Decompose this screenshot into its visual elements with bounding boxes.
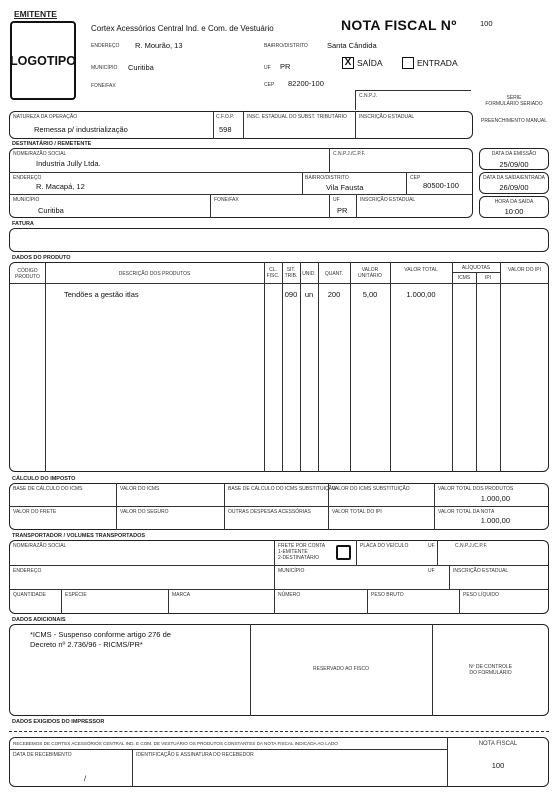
col-aliquotas: ALÍQUOTAS (461, 265, 491, 271)
row-unid: un (304, 290, 314, 299)
dest-endereco-label: ENDEREÇO (13, 175, 42, 181)
recebemos-text: RECEBEMOS DE CORTEX ACESSÓRIOS CENTRAL IND. E COM. DE VESTUÁRIO OS PRODUTOS CONSTANTES DA NOTA FISCAL INDICADA AO LADO (13, 741, 338, 746)
emitente-fone-label: FONE/FAX (91, 83, 116, 89)
insc-est-label: INSCRIÇÃO ESTADUAL (359, 114, 415, 120)
dest-fone-label: FONE/FAX (214, 197, 239, 203)
imp-label-0: BASE DE CÁLCULO DO ICMS (13, 486, 83, 492)
transp-especie-label: ESPÉCIE (65, 592, 87, 598)
data-saida-label: DATA DA SAÍDA/ENTRADA (482, 175, 546, 181)
header-serie-label: SÉRIE (506, 95, 522, 101)
transp-uf-label: UF (428, 543, 435, 549)
transp-peso-bruto-label: PESO BRUTO (371, 592, 404, 598)
emitente-endereco: R. Mourão, 13 (135, 41, 183, 50)
transportador-section: TRANSPORTADOR / VOLUMES TRANSPORTADOS (12, 533, 146, 539)
row-descricao: Tendões a gestão itlas (64, 290, 139, 299)
col-descricao: DESCRIÇÃO DOS PRODUTOS (118, 271, 191, 277)
row-st: 090 (284, 290, 298, 299)
emitente-company-name: Cortex Acessórios Central Ind. e Com. de Vestuário (91, 24, 274, 33)
data-emissao-label: DATA DA EMISSÃO (491, 151, 537, 157)
transp-numero-label: NÚMERO (278, 592, 301, 598)
row-unit: 5,00 (362, 290, 378, 299)
recibo-assinatura-label: IDENTIFICAÇÃO E ASSINATURA DO RECEBEDOR (136, 752, 254, 758)
emitente-section-label: EMITENTE (14, 9, 57, 19)
row-total: 1.000,00 (406, 290, 436, 299)
perforation-line (9, 731, 549, 732)
imp2-label-2: OUTRAS DESPESAS ACESSÓRIAS (228, 509, 311, 515)
emitente-uf-label: UF (264, 65, 271, 71)
dest-cep-value: 80500-100 (423, 181, 459, 190)
saida-checkbox[interactable]: X (342, 57, 354, 69)
entrada-checkbox[interactable] (402, 57, 414, 69)
transp-marca-label: MARCA (172, 592, 191, 598)
imp2-label-4: VALOR TOTAL DA NOTA (438, 509, 495, 515)
transp-placa-label: PLACA DO VEÍCULO (360, 543, 409, 549)
dest-bairro-label: BAIRRO/DISTRITO (305, 175, 349, 181)
dest-municipio-value: Curitiba (38, 206, 64, 215)
emitente-cep-label: CEP (264, 82, 275, 88)
adicionais-text-2: Decreto nº 2.736/96 - RICMS/PR* (30, 640, 143, 649)
col-valor-unit: VALOR UNITÁRIO (358, 267, 382, 279)
fatura-box (9, 228, 549, 252)
total-nota-value: 1.000,00 (480, 516, 510, 525)
col-valor-total: VALOR TOTAL (404, 267, 438, 273)
emitente-bairro: Santa Cândida (327, 41, 377, 50)
col-aliq-icms: ICMS (457, 275, 471, 281)
natureza-label: NATUREZA DA OPERAÇÃO (13, 114, 78, 120)
cfop-value: 598 (219, 125, 232, 134)
adicionais-text-1: *ICMS - Suspenso conforme artigo 276 de (30, 630, 171, 639)
imp-label-1: VALOR DO ICMS (120, 486, 160, 492)
logo-text: LOGOTIPO (10, 53, 76, 68)
frete-checkbox[interactable] (336, 545, 351, 560)
transp-frete-opt1: 1-EMITENTE (278, 549, 308, 555)
col-cl-fisc: CL. FISC. (266, 267, 280, 279)
dest-cnpj-label: C.N.P.J./C.P.F. (333, 151, 366, 157)
header-small-right: PREENCHIMENTO MANUAL (480, 118, 548, 124)
imp-label-3: VALOR DO ICMS SUBSTITUIÇÃO (332, 486, 410, 492)
col-sit-trib: SIT. TRIB. (284, 267, 298, 279)
transp-municipio-label: MUNICÍPIO (278, 568, 305, 574)
cfop-label: C.F.O.P. (216, 114, 235, 120)
impressor-section: DADOS EXIGIDOS DO IMPRESSOR (12, 719, 105, 725)
transp-ie-label: INSCRIÇÃO ESTADUAL (453, 568, 509, 574)
col-quant: QUANT. (324, 271, 344, 277)
emitente-uf: PR (280, 62, 291, 71)
imp2-label-1: VALOR DO SEGURO (120, 509, 169, 515)
dest-uf-value: PR (337, 206, 348, 215)
transp-peso-liq-label: PESO LÍQUIDO (463, 592, 499, 598)
header-serie-value: FORMULÁRIO SERIADO (485, 101, 543, 107)
dest-ie-label: INSCRIÇÃO ESTADUAL (360, 197, 416, 203)
dest-nome-label: NOME/RAZÃO SOCIAL (13, 151, 67, 157)
recibo-slash: / (84, 774, 87, 783)
col-unid: UNID. (302, 271, 316, 277)
transp-frete-label: FRETE POR CONTA (278, 543, 326, 549)
imposto-section: CÁLCULO DO IMPOSTO (12, 476, 76, 482)
emitente-municipio-label: MUNICÍPIO (91, 65, 118, 71)
emitente-bairro-label: BAIRRO/DISTRITO (264, 43, 308, 49)
row-quant: 200 (327, 290, 341, 299)
hora-saida-label: HORA DA SAÍDA (494, 199, 534, 205)
transp-frete-opt2: 2-DESTINATÁRIO (278, 555, 320, 561)
col-codigo: CÓDIGO PRODUTO (15, 268, 40, 280)
emitente-municipio: Curitiba (128, 63, 154, 72)
data-saida-value: 26/09/00 (499, 183, 529, 192)
imp2-label-0: VALOR DO FRETE (13, 509, 57, 515)
data-emissao-value: 25/09/00 (499, 160, 529, 169)
imp-label-4: VALOR TOTAL DOS PRODUTOS (438, 486, 514, 492)
dest-cep-label: CEP (410, 175, 421, 181)
saida-label: SAÍDA (357, 58, 383, 68)
destinatario-section: DESTINATÁRIO / REMETENTE (12, 141, 92, 147)
dest-bairro-value: Vila Fausta (326, 183, 364, 192)
recibo-nf-label: NOTA FISCAL (478, 741, 518, 747)
natureza-value: Remessa p/ industrialização (34, 125, 128, 134)
dest-endereco-value: R. Macapá, 12 (36, 182, 85, 191)
header-cnpj-label: C.N.P.J. (359, 93, 377, 99)
transp-nome-label: NOME/RAZÃO SOCIAL (13, 543, 67, 549)
imp2-label-3: VALOR TOTAL DO IPI (332, 509, 382, 515)
transp-uf2-label: UF (428, 568, 435, 574)
logo-box (10, 21, 76, 100)
fatura-label: FATURA (12, 221, 34, 227)
col-aliq-ipi: IPI (484, 275, 492, 281)
produtos-section: DADOS DO PRODUTO (12, 255, 71, 261)
nota-fiscal-number: 100 (480, 19, 493, 28)
dest-uf-label: UF (333, 197, 340, 203)
dest-nome-value: Industria Jully Ltda. (36, 159, 101, 168)
transp-endereco-label: ENDEREÇO (13, 568, 42, 574)
entrada-label: ENTRADA (417, 58, 458, 68)
emitente-cep: 82200-100 (288, 79, 324, 88)
reservado-fisco-label: RESERVADO AO FISCO (313, 666, 369, 672)
total-produtos-value: 1.000,00 (480, 494, 510, 503)
hora-saida-value: 10:00 (504, 207, 524, 216)
recibo-nf-number: 100 (491, 761, 505, 770)
transp-cnpj-label: C.N.P.J./C.P.F. (455, 543, 488, 549)
recibo-data-label: DATA DE RECEBIMENTO (13, 752, 72, 758)
col-valor-ipi: VALOR DO IPI (508, 267, 541, 273)
controle-label-2: DO FORMULÁRIO (469, 670, 512, 676)
dest-municipio-label: MUNICÍPIO (13, 197, 40, 203)
adicionais-section: DADOS ADICIONAIS (12, 617, 66, 623)
emitente-endereco-label: ENDEREÇO (91, 43, 120, 49)
nota-fiscal-title: NOTA FISCAL Nº (341, 17, 457, 33)
insc-subst-label: INSC. ESTADUAL DO SUBST. TRIBUTÁRIO (247, 114, 347, 120)
controle-label-1: Nº DE CONTROLE (469, 664, 512, 670)
imp-label-2: BASE DE CÁLCULO DO ICMS SUBSTITUIÇÃO (228, 486, 336, 492)
transp-quant-label: QUANTIDADE (13, 592, 46, 598)
